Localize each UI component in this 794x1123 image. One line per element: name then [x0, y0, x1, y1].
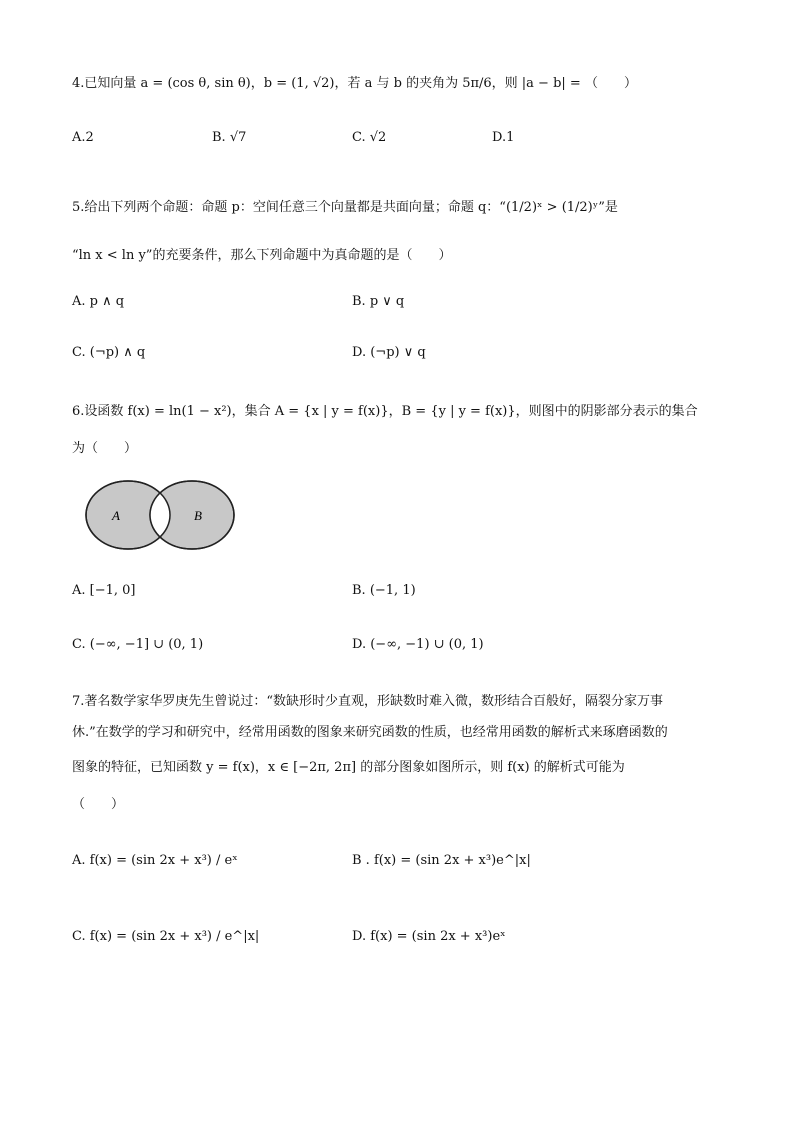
q4-option-c: C. √2	[352, 130, 387, 145]
q7-option-a: A. f(x) = (sin 2x + x³) / eˣ	[72, 853, 238, 868]
q7-option-b: B . f(x) = (sin 2x + x³)e^|x|	[352, 853, 531, 868]
q5-option-a: A. p ∧ q	[72, 294, 125, 309]
q7-option-d: D. f(x) = (sin 2x + x³)eˣ	[352, 929, 506, 944]
question-5-line1: 5.给出下列两个命题：命题 p：空间任意三个向量都是共面向量；命题 q：“(1/2)ˣ > (1/2)ʸ”是	[72, 200, 618, 215]
question-4-stem: 4.已知向量 a = (cos θ, sin θ)，b = (1, √2)，若 a 与 b 的夹角为 5π/6，则 |a − b| = （ ）	[72, 76, 637, 91]
q4-option-d: D.1	[492, 130, 515, 145]
question-7-line2: 休.”在数学的学习和研究中，经常用函数的图象来研究函数的性质，也经常用函数的解析式来琢磨函数的	[72, 725, 668, 740]
venn-label-a: A	[112, 508, 120, 523]
q7-option-c: C. f(x) = (sin 2x + x³) / e^|x|	[72, 929, 260, 944]
question-6-line1: 6.设函数 f(x) = ln(1 − x²)，集合 A = {x | y = f(x)}，B = {y | y = f(x)}，则图中的阴影部分表示的集合	[72, 404, 698, 419]
question-6-line2: 为（ ）	[72, 441, 138, 456]
q6-option-c: C. (−∞, −1] ∪ (0, 1)	[72, 637, 204, 652]
q4-option-b: B. √7	[212, 130, 247, 145]
q4-option-a: A.2	[72, 130, 94, 145]
q6-option-a: A. [−1, 0]	[72, 583, 136, 598]
q5-option-b: B. p ∨ q	[352, 294, 405, 309]
question-7-line3: 图象的特征，已知函数 y = f(x)，x ∈ [−2π, 2π] 的部分图象如图所示，则 f(x) 的解析式可能为	[72, 760, 625, 775]
question-7-line4: （ ）	[72, 797, 125, 812]
q6-option-b: B. (−1, 1)	[352, 583, 416, 598]
venn-label-b: B	[194, 508, 202, 523]
q6-option-d: D. (−∞, −1) ∪ (0, 1)	[352, 637, 484, 652]
question-5-line2: “ln x < ln y”的充要条件，那么下列命题中为真命题的是（ ）	[72, 248, 452, 263]
question-7-line1: 7.著名数学家华罗庚先生曾说过：“数缺形时少直观，形缺数时难入微，数形结合百般好，隔裂分家万事	[72, 694, 664, 709]
q5-option-c: C. (¬p) ∧ q	[72, 345, 146, 360]
q5-option-d: D. (¬p) ∨ q	[352, 345, 426, 360]
venn-diagram	[82, 477, 238, 553]
